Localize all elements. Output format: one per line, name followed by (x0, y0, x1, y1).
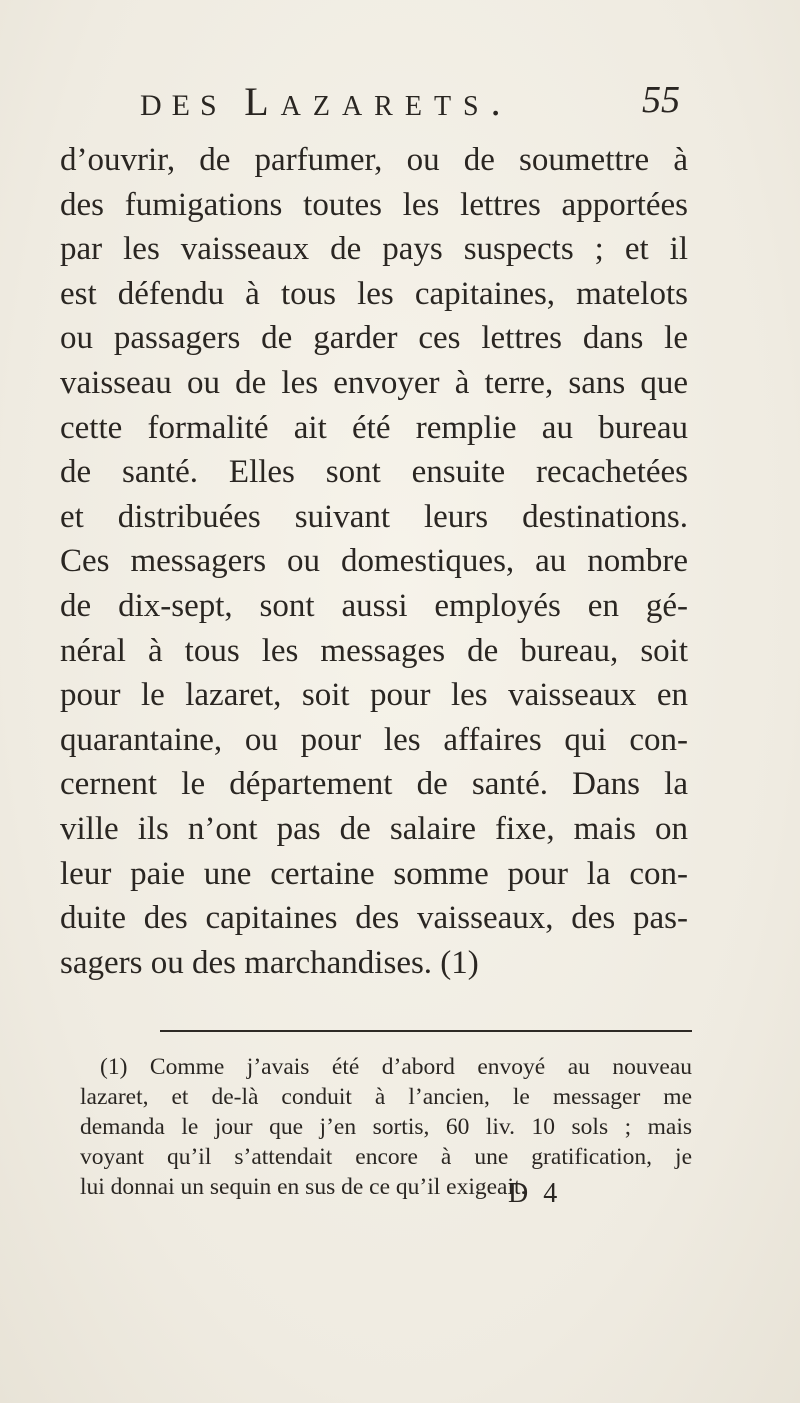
text-line: leur paie une certaine somme pour la con- (60, 855, 688, 892)
text-line: néral à tous les messages de bureau, soit (60, 632, 688, 669)
text-line: cernent le département de santé. Dans la (60, 766, 688, 803)
text-line: est défendu à tous les capitaines, matelots (60, 275, 688, 312)
running-title-prefix: DES (140, 89, 245, 122)
text-line: vaisseau ou de les envoyer à terre, sans que (60, 364, 688, 401)
text-line: cette formalité ait été remplie au bureau (60, 409, 688, 446)
page-number: 55 (642, 79, 680, 121)
footnote-divider (160, 1030, 692, 1032)
text-line: par les vaisseaux de pays suspects ; et il (60, 231, 688, 268)
text-line: des fumigations toutes les lettres apportées (60, 186, 688, 223)
text-line: Ces messagers ou domestiques, au nombre (60, 543, 688, 580)
text-line: ou passagers de garder ces lettres dans le (60, 320, 688, 357)
text-line: sagers ou des marchandises. (1) (60, 944, 479, 981)
text-line: et distribuées suivant leurs destinations. (60, 498, 688, 535)
text-line: duite des capitaines des vaisseaux, des pas- (60, 900, 688, 937)
signature-mark: D 4 (508, 1178, 562, 1209)
text-line: pour le lazaret, soit pour les vaisseaux en (60, 677, 688, 714)
running-title-main: Lazarets. (244, 79, 513, 124)
footnote-line: lazaret, et de-là conduit à l’ancien, le messager me (80, 1084, 692, 1110)
page-header (140, 78, 680, 128)
running-title (140, 78, 513, 125)
footnote-line: voyant qu’il s’attendait encore à une gratification, je (80, 1144, 692, 1170)
footnote (80, 1052, 692, 1202)
text-line: de dix-sept, sont aussi employés en gé- (60, 587, 688, 624)
footnote-line: (1) Comme j’avais été d’abord envoyé au nouveau (100, 1054, 692, 1080)
main-text (60, 138, 688, 985)
text-line: ville ils n’ont pas de salaire fixe, mais on (60, 810, 688, 847)
text-line: quarantaine, ou pour les affaires qui con- (60, 721, 688, 758)
footnote-line: lui donnai un sequin en sus de ce qu’il exigeait. (80, 1174, 527, 1200)
footnote-line: demanda le jour que j’en sortis, 60 liv. 10 sols ; mais (80, 1114, 692, 1140)
text-line: d’ouvrir, de parfumer, ou de soumettre à (60, 142, 688, 178)
text-line: de santé. Elles sont ensuite recachetées (60, 454, 688, 491)
